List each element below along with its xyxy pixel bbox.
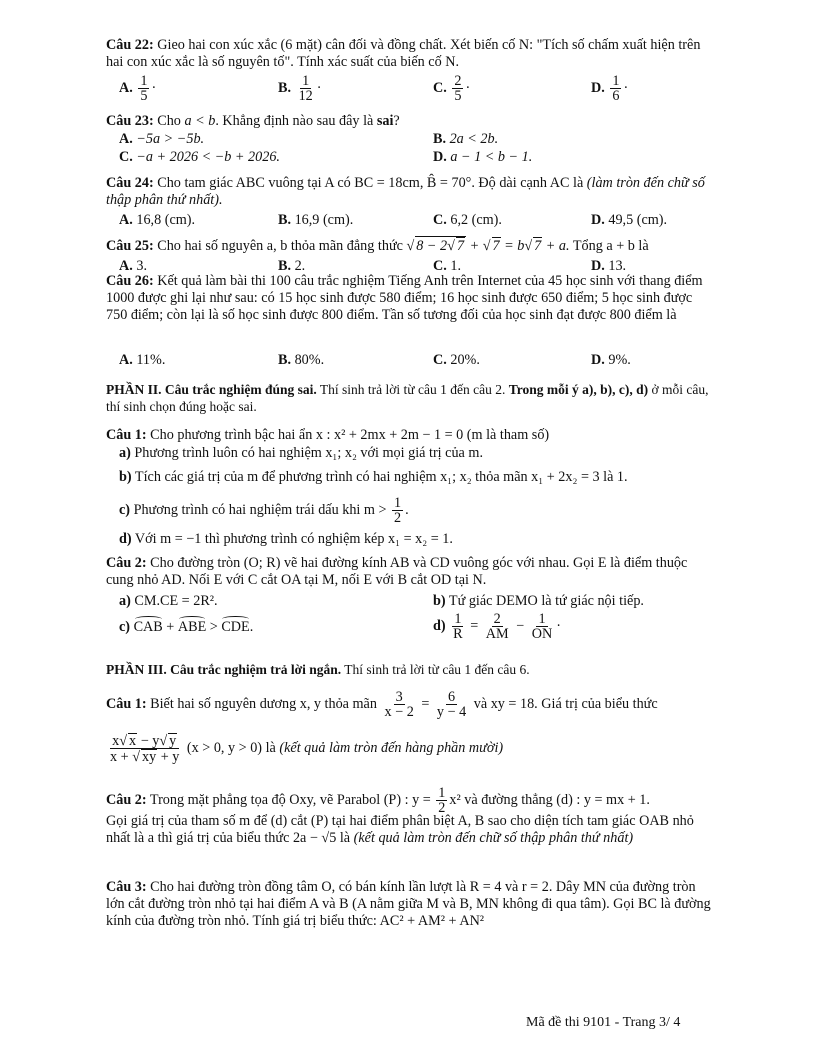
fraction xyxy=(392,496,403,525)
option-value: 16,9 (cm). xyxy=(294,212,354,228)
section-desc: Thí sinh trả lời từ câu 1 đến câu 6. xyxy=(344,662,530,677)
question-label: Câu 23: xyxy=(106,113,154,129)
section-desc-bold: Trong mỗi ý a), b), c), d) xyxy=(508,382,649,397)
option-key: D. xyxy=(591,258,605,274)
statement-key: a) xyxy=(119,445,131,461)
option-key: A. xyxy=(119,258,133,274)
option-value: 2. xyxy=(294,258,306,274)
statement-key: b) xyxy=(119,469,132,485)
fraction: $\frac{1}{2}$ xyxy=(438,785,446,816)
question-text: Biết hai số nguyên dương x, y thỏa mãn xyxy=(150,695,377,712)
question-25 xyxy=(106,236,712,255)
option-value: −5a > −5b. xyxy=(136,131,205,147)
statement-key: c) xyxy=(119,619,131,635)
option-key: C. xyxy=(433,79,447,96)
question-text: Gieo hai con xúc xắc (6 mặt) cân đối và đồng chất. Xét biến cố N: "Tích số chấm xuất hiện trên hai con xúc xắc là số nguyên tố". Tính xác suất của biến cố N. xyxy=(106,37,701,70)
option-key: D. xyxy=(591,352,605,368)
statement-text: CM.CE = 2R². xyxy=(134,593,218,609)
option-b xyxy=(278,212,353,229)
math-condition: a < b xyxy=(184,113,216,129)
option-key: B. xyxy=(278,352,292,368)
numerator: 1 xyxy=(394,495,402,511)
denominator: 5 xyxy=(454,88,462,104)
statement-b xyxy=(433,593,644,610)
fraction xyxy=(297,74,315,103)
question-text: Cho tam giác ABC vuông tại A có BC = 18cm, B̂ = 70°. Độ dài cạnh AC là xyxy=(157,175,584,191)
option-a: A. $\frac{1}{5}$ · xyxy=(119,73,157,104)
option-c: C. $\frac{2}{5}$ · xyxy=(433,73,471,104)
question-text-2: Tổng a + b là xyxy=(572,238,649,254)
radical-equation: √ 8 − 2√ 7 + √ 7 = b√ 7 + a. xyxy=(406,238,570,254)
part2-question-1 xyxy=(106,427,712,444)
question-text: Kết quả làm bài thi 100 câu trắc nghiệm Tiếng Anh trên Internet của 45 học sinh với thang điểm 1000 được ghi lại như sau: có 15 học sinh được 580 điểm; 16 học sinh được 650 điểm; 5 học sinh được 750 điểm; còn lại là số học sinh được 800 điểm. Tần số tương đối của học sinh đạt được 800 điểm là xyxy=(106,273,703,323)
option-value: 9%. xyxy=(608,352,631,368)
section-desc-2: ở mỗi câu, thí sinh chọn đúng hoặc sai. xyxy=(106,382,709,414)
question-23 xyxy=(106,113,712,130)
question-26 xyxy=(106,273,712,324)
statement-c: c) Phương trình có hai nghiệm trái dấu khi m > $\frac{1}{2}$ . xyxy=(119,495,409,526)
fraction: $\frac{1}{ON}$ xyxy=(531,611,553,642)
section-title: PHẦN II. Câu trắc nghiệm đúng sai. xyxy=(106,382,317,397)
option-key: D. xyxy=(433,149,447,165)
question-label: Câu 1: xyxy=(106,427,147,443)
expression-fraction: $\frac{x√ x - y√ y}{x + √ xy + y}$ xyxy=(110,733,180,765)
statement-text: Tích các giá trị của m để phương trình có hai nghiệm x₁; x₂ thỏa mãn x₁ + 2x₂ = 3 là 1. xyxy=(134,469,628,485)
question-text: Cho hai đường tròn đồng tâm O, có bán kính lần lượt là R = 4 và r = 2. Dây MN của đường tròn lớn cắt đường tròn nhỏ tại hai điểm A và B (A nằm giữa M và B, MN không đi qua tâm). Gọi BC là đường kính của đường tròn nhỏ. Tính giá trị biểu thức: AC² + AM² + AN² xyxy=(106,879,711,929)
statement-text: Phương trình luôn có hai nghiệm x₁; x₂ với mọi giá trị của m. xyxy=(134,445,483,461)
fraction: $\frac{3}{x - 2}$ xyxy=(384,689,414,720)
question-label: Câu 2: xyxy=(106,555,147,571)
question-text: Trong mặt phẳng tọa độ Oxy, vẽ Parabol (P) : y = xyxy=(149,791,431,808)
question-label: Câu 22: xyxy=(106,37,154,53)
arc-inequality: CAB + ABE > CDE. xyxy=(133,619,254,635)
question-text-3: Gọi giá trị của tham số m để (d) cắt (P) tại hai điểm phân biệt A, B sao cho diện tích tam giác OAB nhỏ nhất là a thì giá trị của biểu thức 2a − √5 là xyxy=(106,813,694,846)
question-label: Câu 26: xyxy=(106,273,154,289)
question-text: Cho đường tròn (O; R) vẽ hai đường kính AB và CD vuông góc với nhau. Gọi E là điểm thuộc cung nhỏ AD. Nối E với C cắt OA tại M, nối E với B cắt OD tại N. xyxy=(106,555,688,588)
rounding-note: (kết quả làm tròn đến hàng phần mười) xyxy=(279,739,504,756)
fraction: $\frac{6}{y - 4}$ xyxy=(436,689,467,720)
question-22 xyxy=(106,37,712,71)
question-text-2: và xy = 18. Giá trị của biểu thức xyxy=(473,695,658,712)
numerator: 1 xyxy=(140,73,148,89)
option-value: 16,8 (cm). xyxy=(136,212,196,228)
rounding-note: (làm tròn đến chữ số thập phân thứ nhất). xyxy=(106,175,705,208)
option-key: B. xyxy=(278,79,292,96)
option-a xyxy=(119,352,165,369)
option-key: D. xyxy=(591,212,605,228)
statement-key: d) xyxy=(433,617,446,634)
statement-a xyxy=(119,593,218,610)
option-d xyxy=(591,212,667,229)
denominator: 5 xyxy=(140,88,148,104)
part3-question-2-body xyxy=(106,813,712,847)
option-value: 49,5 (cm). xyxy=(608,212,668,228)
option-key: C. xyxy=(433,352,447,368)
option-key: A. xyxy=(119,212,133,228)
rounding-note: (kết quả làm tròn đến chữ số thập phân thứ nhất) xyxy=(353,830,634,846)
fraction xyxy=(452,74,463,103)
denominator: 6 xyxy=(612,88,620,104)
question-mark: ? xyxy=(393,113,400,129)
statement-text: Phương trình có hai nghiệm trái dấu khi m > xyxy=(133,501,387,518)
statement-key: a) xyxy=(119,593,131,609)
fraction: $\frac{2}{AM}$ xyxy=(485,611,509,642)
option-value: 3. xyxy=(136,258,147,274)
option-value: 6,2 (cm). xyxy=(450,212,502,228)
fraction xyxy=(138,74,149,103)
statement-key: b) xyxy=(433,593,446,609)
part3-question-2 xyxy=(106,786,712,815)
question-label: Câu 3: xyxy=(106,879,147,895)
option-c xyxy=(433,352,480,369)
option-key: A. xyxy=(119,79,133,96)
question-24 xyxy=(106,175,712,209)
option-a xyxy=(119,212,195,229)
question-label: Câu 1: xyxy=(106,695,147,712)
question-label: Câu 24: xyxy=(106,175,154,191)
part2-question-2 xyxy=(106,555,712,589)
section-desc: Thí sinh trả lời từ câu 1 đến câu 2. xyxy=(319,382,506,397)
emphasis: sai xyxy=(376,113,394,129)
option-key: A. xyxy=(119,352,133,368)
numerator: 2 xyxy=(454,73,462,89)
statement-key: d) xyxy=(119,531,132,547)
part-2-header xyxy=(106,381,712,415)
part3-question-1: Câu 1: Biết hai số nguyên dương x, y thỏa mãn $\frac{3}{x - 2}$ = $\frac{6}{y - 4}$ và xy = 18. Giá trị của biểu thức xyxy=(106,689,658,720)
expression-line xyxy=(106,733,503,764)
option-value: 20%. xyxy=(450,352,480,368)
question-text: Cho phương trình bậc hai ẩn x : x² + 2mx + 2m − 1 = 0 (m là tham số) xyxy=(150,427,550,443)
denominator: 2 xyxy=(394,510,402,526)
statement-c xyxy=(119,619,253,636)
statement-a xyxy=(119,445,483,462)
option-b xyxy=(433,131,498,148)
option-b xyxy=(278,352,324,369)
statement-text: Tứ giác DEMO là tứ giác nội tiếp. xyxy=(448,593,644,609)
option-key: B. xyxy=(278,258,292,274)
option-value: 1. xyxy=(450,258,461,274)
option-key: C. xyxy=(433,258,447,274)
condition-text: (x > 0, y > 0) là xyxy=(186,739,276,756)
fraction xyxy=(610,74,621,103)
option-key: B. xyxy=(433,131,447,147)
option-d: D. $\frac{1}{6}$ · xyxy=(591,73,629,104)
denominator: 12 xyxy=(298,88,313,104)
option-b: B. $\frac{1}{12}$ · xyxy=(278,73,322,104)
question-text-2: x² và đường thẳng (d) : y = mx + 1. xyxy=(449,791,650,808)
fraction: $\frac{1}{R}$ xyxy=(453,611,463,642)
option-d xyxy=(433,149,532,166)
question-text: Cho xyxy=(157,113,181,129)
statement-b xyxy=(119,469,628,486)
option-value: 13. xyxy=(608,258,627,274)
option-key: A. xyxy=(119,131,133,147)
statement-d xyxy=(119,531,453,548)
option-value: −a + 2026 < −b + 2026. xyxy=(136,149,280,165)
numerator: 1 xyxy=(612,73,620,89)
option-c xyxy=(433,212,502,229)
option-key: C. xyxy=(119,149,133,165)
option-key: C. xyxy=(433,212,447,228)
question-label: Câu 25: xyxy=(106,238,154,254)
option-key: D. xyxy=(591,79,605,96)
part3-question-3 xyxy=(106,879,712,930)
option-value: a − 1 < b − 1. xyxy=(450,149,533,165)
page-footer: Mã đề thi 9101 - Trang 3/ 4 xyxy=(526,1015,681,1030)
option-key: B. xyxy=(278,212,292,228)
part-3-header xyxy=(106,661,712,678)
statement-key: c) xyxy=(119,501,131,518)
option-value: 11%. xyxy=(136,352,166,368)
question-text: Cho hai số nguyên a, b thỏa mãn đẳng thức xyxy=(157,238,403,254)
statement-text: Với m = −1 thì phương trình có nghiệm kép x₁ = x₂ = 1. xyxy=(134,531,453,547)
section-title: PHẦN III. Câu trắc nghiệm trả lời ngắn. xyxy=(106,662,342,677)
option-c xyxy=(119,149,280,166)
question-text-2: . Khẳng định nào sau đây là xyxy=(215,113,374,129)
question-label: Câu 2: xyxy=(106,791,147,808)
option-value: 2a < 2b. xyxy=(449,131,499,147)
option-a xyxy=(119,131,204,148)
option-value: 80%. xyxy=(294,352,325,368)
option-d xyxy=(591,352,631,369)
numerator: 1 xyxy=(302,73,310,89)
statement-d: d) $\frac{1}{R}$ = $\frac{2}{AM}$ − $\frac{1}{ON}$ · xyxy=(433,611,561,642)
